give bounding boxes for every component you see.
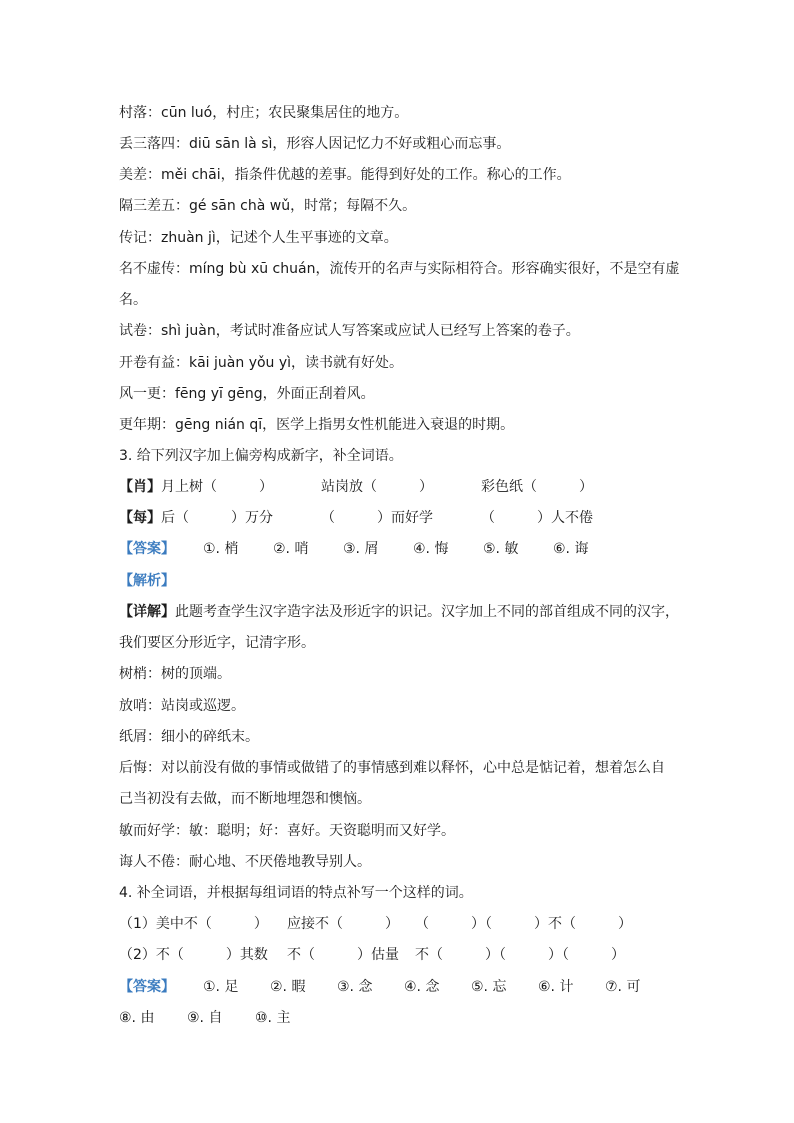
answer-item: ③. 念 xyxy=(337,979,373,995)
detail-text: 我们要区分形近字，记清字形。 xyxy=(119,635,315,651)
question-3-answer xyxy=(119,540,588,558)
question-4-title: 4. 补全词语，并根据每组词语的特点补写一个这样的词。 xyxy=(119,885,473,901)
vocab-item: 名。 xyxy=(119,292,147,308)
answer-item: ⑨. 自 xyxy=(187,1010,223,1026)
fill-blank: 站岗放（ ） xyxy=(321,479,433,495)
fill-blank: 不（ ）（ ）（ ） xyxy=(415,947,625,963)
question-4-row-1 xyxy=(119,915,632,933)
answer-item: ①. 梢 xyxy=(203,541,239,557)
explanation-item: 后悔：对以前没有做的事情或做错了的事情感到难以释怀，心中总是惦记着，想着怎么自 xyxy=(119,760,665,776)
explanation-item: 放哨：站岗或巡逻。 xyxy=(119,698,245,714)
answer-item: ③. 屑 xyxy=(343,541,379,557)
question-4-answer-continued xyxy=(119,1009,290,1027)
fill-blank: （ ）而好学 xyxy=(321,510,433,526)
answer-item: ⑧. 由 xyxy=(119,1010,155,1026)
answer-item: ⑥. 诲 xyxy=(553,541,589,557)
vocab-item: 隔三差五：gé sān chà wǔ，时常；每隔不久。 xyxy=(119,198,417,214)
fill-blank: 后（ ）万分 xyxy=(161,510,273,526)
explanation-item: 敏而好学：敏：聪明；好：喜好。天资聪明而又好学。 xyxy=(119,823,455,839)
question-3-row-1 xyxy=(119,478,593,496)
answer-label: 【答案】 xyxy=(119,979,175,995)
fill-blank: 彩色纸（ ） xyxy=(481,479,593,495)
answer-item: ⑦. 可 xyxy=(605,979,641,995)
fill-blank: （2）不（ ）其数 xyxy=(119,947,268,963)
vocab-item: 名不虚传：míng bù xū chuán，流传开的名声与实际相符合。形容确实很好，不是空有虚 xyxy=(119,261,680,277)
fill-blank: （ ）人不倦 xyxy=(481,510,593,526)
row-head: 【肖】 xyxy=(119,479,161,495)
question-3-title: 3. 给下列汉字加上偏旁构成新字，补全词语。 xyxy=(119,448,403,464)
answer-item: ⑤. 忘 xyxy=(471,979,507,995)
vocab-item: 试卷：shì juàn，考试时准备应试人写答案或应试人已经写上答案的卷子。 xyxy=(119,323,580,339)
answer-item: ⑥. 计 xyxy=(538,979,574,995)
answer-item: ②. 暇 xyxy=(270,979,306,995)
question-3-row-2 xyxy=(119,509,593,527)
fill-blank: 月上树（ ） xyxy=(161,479,273,495)
answer-item: ⑩. 主 xyxy=(255,1010,291,1026)
fill-blank: 不（ ）估量 xyxy=(287,947,399,963)
explanation-item: 树梢：树的顶端。 xyxy=(119,666,231,682)
fill-blank: 应接不（ ） xyxy=(287,916,399,932)
question-4-row-2 xyxy=(119,946,625,964)
vocab-item: 风一更：fēng yī gēng，外面正刮着风。 xyxy=(119,386,375,402)
answer-item: ⑤. 敏 xyxy=(483,541,519,557)
explanation-item: 己当初没有去做，而不断地埋怨和懊恼。 xyxy=(119,791,371,807)
vocab-item: 传记：zhuàn jì，记述个人生平事迹的文章。 xyxy=(119,230,398,246)
detail-label: 【详解】 xyxy=(119,604,175,620)
vocab-item: 开卷有益：kāi juàn yǒu yì，读书就有好处。 xyxy=(119,355,404,371)
answer-item: ②. 哨 xyxy=(273,541,309,557)
answer-item: ④. 悔 xyxy=(413,541,449,557)
detail-text: 此题考查学生汉字造字法及形近字的识记。汉字加上不同的部首组成不同的汉字， xyxy=(175,604,679,620)
detail-paragraph xyxy=(119,603,679,621)
explanation-item: 纸屑：细小的碎纸末。 xyxy=(119,729,259,745)
explanation-item: 诲人不倦：耐心地、不厌倦地教导别人。 xyxy=(119,854,371,870)
answer-item: ④. 念 xyxy=(404,979,440,995)
vocab-item: 丢三落四：diū sān là sì，形容人因记忆力不好或粗心而忘事。 xyxy=(119,136,511,152)
row-head: 【每】 xyxy=(119,510,161,526)
fill-blank: （1）美中不（ ） xyxy=(119,916,268,932)
vocab-item: 美差：měi chāi，指条件优越的差事。能得到好处的工作。称心的工作。 xyxy=(119,167,571,183)
vocab-item: 更年期：gēng nián qī，医学上指男女性机能进入衰退的时期。 xyxy=(119,417,515,433)
answer-item: ①. 足 xyxy=(203,979,239,995)
fill-blank: （ ）（ ）不（ ） xyxy=(415,916,632,932)
question-4-answer xyxy=(119,978,640,996)
analysis-label: 【解析】 xyxy=(119,573,175,589)
vocab-item: 村落：cūn luó，村庄；农民聚集居住的地方。 xyxy=(119,105,409,121)
answer-label: 【答案】 xyxy=(119,541,175,557)
